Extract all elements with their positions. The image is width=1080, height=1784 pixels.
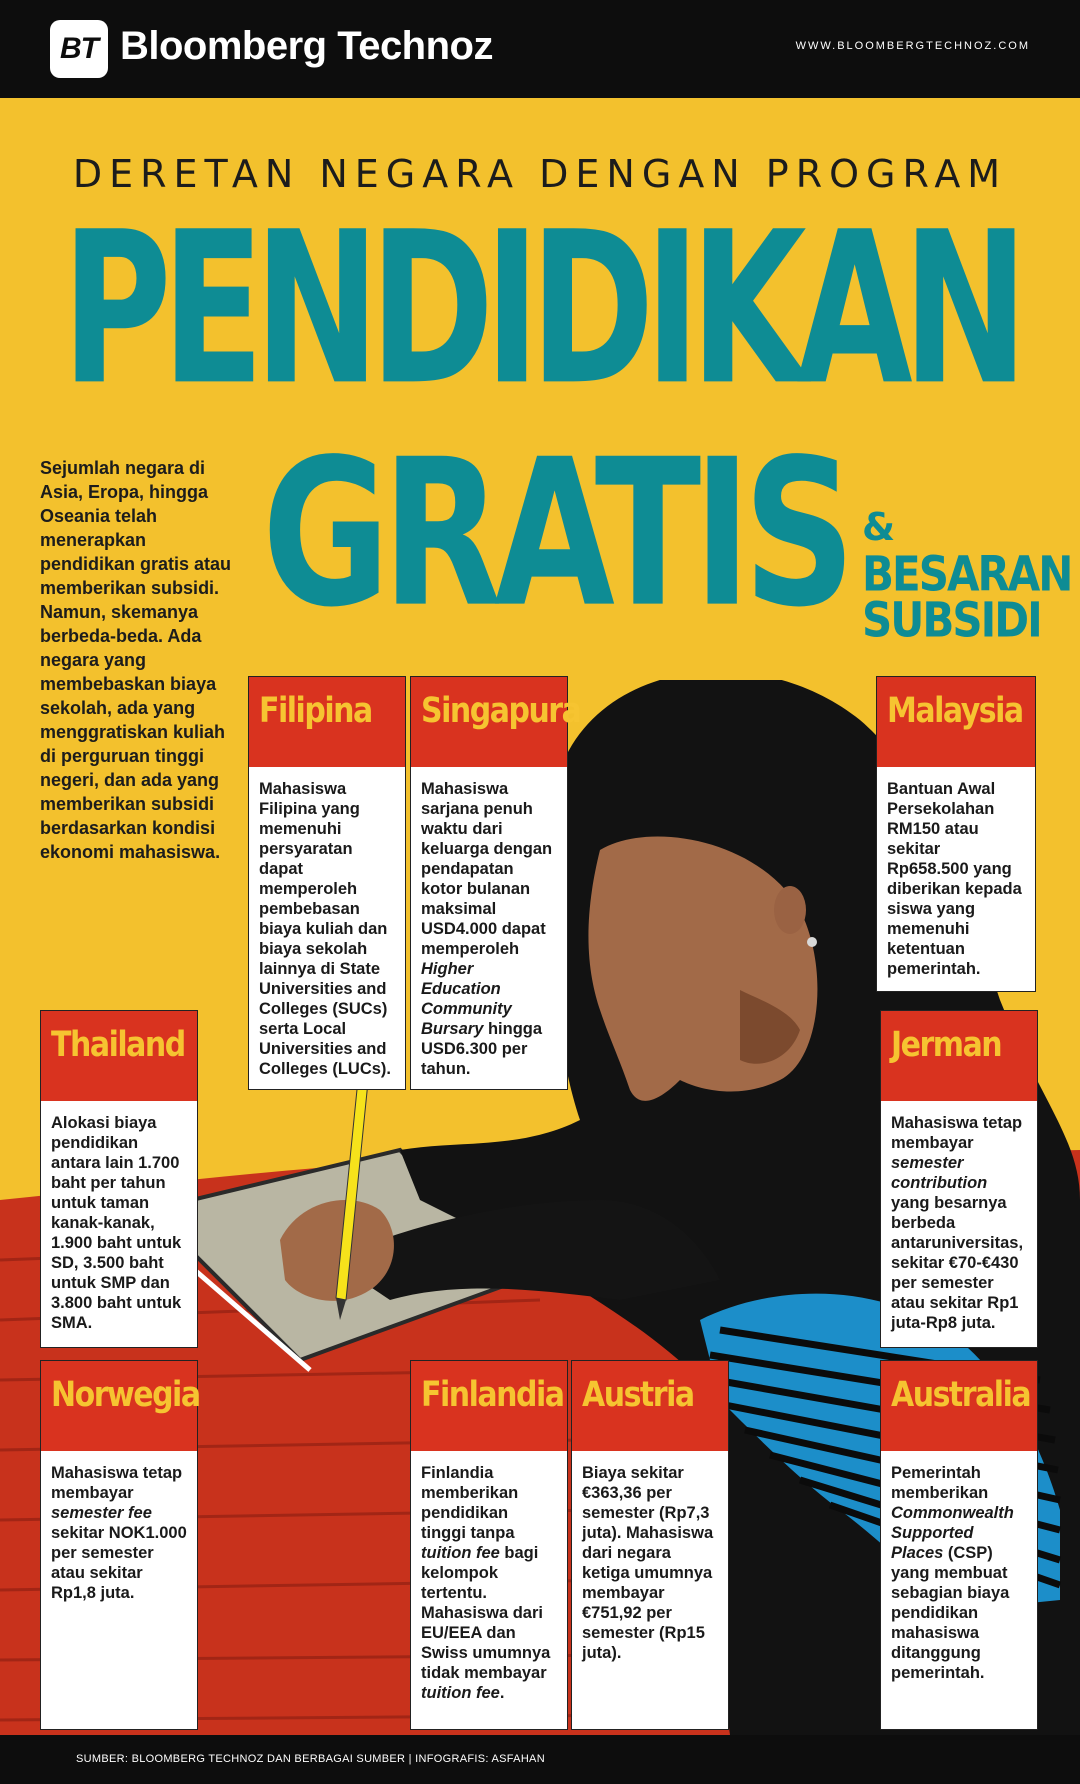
card-text: Mahasiswa sarjana penuh waktu dari keluarga dengan pendapatan kotor bulanan maksimal USD4.000 dapat memperoleh Higher Education Community Bursary hingga USD6.300 per tahun. — [421, 780, 553, 1078]
card-finlandia — [410, 1360, 568, 1730]
card-filipina — [248, 676, 406, 1090]
title-subtitle — [862, 505, 1072, 648]
card-header — [411, 1361, 567, 1451]
card-header — [881, 1361, 1037, 1451]
card-header — [881, 1011, 1037, 1101]
card-malaysia — [876, 676, 1036, 992]
title-gratis: GRATIS — [262, 415, 848, 652]
card-norwegia — [40, 1360, 198, 1730]
card-text: Mahasiswa tetap membayar semester fee sekitar NOK1.000 per semester atau sekitar Rp1,8 juta. — [51, 1464, 187, 1602]
card-austria — [571, 1360, 729, 1730]
title-ampersand: & — [862, 505, 896, 549]
card-text: Mahasiswa Filipina yang memenuhi persyaratan dapat memperoleh pembebasan biaya kuliah dan biaya sekolah lainnya di State Universities and Colleges (SUCs) serta Local Universities and Colleges (LUCs). — [259, 780, 392, 1078]
country-name: Norwegia — [51, 1375, 200, 1416]
card-text: Biaya sekitar €363,36 per semester (Rp7,3 juta). Mahasiswa dari negara ketiga umumnya membayar €751,92 per semester (Rp15 juta). — [582, 1464, 714, 1662]
country-name: Austria — [582, 1375, 694, 1416]
country-name: Singapura — [421, 691, 581, 732]
card-text: Mahasiswa tetap membayar semester contribution yang besarnya berbeda antaruniversitas, sekitar €70-€430 per semester atau sekitar Rp1 juta-Rp8 juta. — [891, 1114, 1024, 1332]
card-header — [572, 1361, 728, 1451]
header-bar — [0, 0, 1080, 98]
bt-logo: BT — [50, 20, 108, 78]
card-thailand — [40, 1010, 198, 1348]
card-header — [41, 1011, 197, 1101]
card-text: Bantuan Awal Persekolahan RM150 atau sekitar Rp658.500 yang diberikan kepada siswa yang memenuhi ketentuan pemerintah. — [887, 780, 1022, 978]
country-name: Thailand — [51, 1025, 185, 1066]
country-name: Finlandia — [421, 1375, 564, 1416]
country-name: Malaysia — [887, 691, 1023, 732]
card-text: Finlandia memberikan pendidikan tinggi tanpa tuition fee bagi kelompok tertentu. Mahasiswa dari EU/EEA dan Swiss umumnya tidak membayar tuition fee. — [421, 1464, 551, 1702]
title-besaran: BESARAN — [862, 545, 1072, 602]
country-name: Jerman — [891, 1025, 1002, 1066]
brand-name: Bloomberg Technoz — [120, 24, 493, 68]
website-url: WWW.BLOOMBERGTECHNOZ.COM — [795, 40, 1030, 52]
card-header — [411, 677, 581, 767]
card-jerman — [880, 1010, 1038, 1348]
card-australia — [880, 1360, 1038, 1730]
title-subsidi: SUBSIDI — [862, 591, 1041, 648]
title-kicker: DERETAN NEGARA DENGAN PROGRAM — [72, 152, 1008, 196]
card-text: Pemerintah memberikan Commonwealth Supported Places (CSP) yang membuat sebagian biaya pendidikan mahasiswa ditanggung pemerintah. — [891, 1464, 1014, 1682]
footer-bar — [0, 1735, 1080, 1784]
country-name: Australia — [891, 1375, 1031, 1416]
card-header — [877, 677, 1035, 767]
country-name: Filipina — [259, 691, 372, 732]
card-header — [41, 1361, 200, 1451]
source-credit: SUMBER: BLOOMBERG TECHNOZ DAN BERBAGAI SUMBER | INFOGRAFIS: ASFAHAN — [76, 1753, 545, 1765]
card-singapura — [410, 676, 581, 1090]
card-text: Alokasi biaya pendidikan antara lain 1.700 baht per tahun untuk taman kanak-kanak, 1.900 baht untuk SD, 3.500 baht untuk SMP dan 3.800 baht untuk SMA. — [51, 1114, 182, 1332]
intro-paragraph: Sejumlah negara di Asia, Eropa, hingga Oseania telah menerapkan pendidikan gratis atau memberikan subsidi. Namun, skemanya berbeda-beda. Ada negara yang membebaskan biaya sekolah, ada yang menggratiskan kuliah di perguruan tinggi negeri, dan ada yang memberikan subsidi berdasarkan kondisi ekonomi mahasiswa. — [40, 458, 232, 862]
card-header — [249, 677, 405, 767]
title-pendidikan: PENDIDIKAN — [61, 188, 1019, 432]
